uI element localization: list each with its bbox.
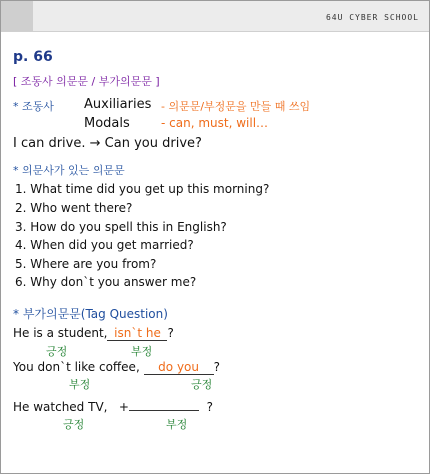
tag-example-3 xyxy=(13,400,213,414)
label-negative: 부정 xyxy=(131,345,153,358)
tag-sentence: You don`t like coffee, xyxy=(13,360,140,374)
wh-question-item: 4. When did you get married? xyxy=(15,238,194,252)
question-mark: ? xyxy=(167,326,174,340)
arrow-icon: → xyxy=(89,136,101,151)
tag-sentence: He watched TV, xyxy=(13,400,108,414)
page-number: p. 66 xyxy=(13,49,53,65)
tag-answer-blank xyxy=(129,410,199,411)
label-positive: 긍정 xyxy=(46,345,68,358)
question-mark: ? xyxy=(206,400,213,414)
example-line xyxy=(13,136,202,151)
tag-questions-heading: * 부가의문문(Tag Question) xyxy=(13,307,168,321)
plus-sign: + xyxy=(118,400,129,414)
tag-example-2 xyxy=(13,360,220,375)
auxiliaries-note: - 의문문/부정문을 만들 때 쓰임 xyxy=(161,100,311,113)
example-question: Can you drive? xyxy=(104,136,202,151)
wh-question-item: 2. Who went there? xyxy=(15,201,133,215)
tag-answer: do you xyxy=(144,360,214,375)
section-title: [ 조동사 의문문 / 부가의문문 ] xyxy=(13,75,160,88)
wh-question-item: 3. How do you spell this in English? xyxy=(15,220,227,234)
question-mark: ? xyxy=(213,360,220,374)
modals-term: Modals xyxy=(84,116,130,131)
label-positive: 긍정 xyxy=(191,378,213,391)
wh-question-item: 6. Why don`t you answer me? xyxy=(15,275,197,289)
wh-question-item: 1. What time did you get up this morning? xyxy=(15,182,270,196)
auxiliaries-bullet: * 조동사 xyxy=(13,100,54,113)
brand-label: 64U CYBER SCHOOL xyxy=(325,13,419,22)
label-negative: 부정 xyxy=(166,418,188,431)
header-bar xyxy=(1,1,429,32)
label-positive: 긍정 xyxy=(63,418,85,431)
example-statement: I can drive. xyxy=(13,136,86,151)
wh-questions-heading: * 의문사가 있는 의문문 xyxy=(13,164,125,177)
tag-sentence: He is a student, xyxy=(13,326,108,340)
tag-example-1 xyxy=(13,326,174,341)
header-corner-block xyxy=(1,1,33,31)
tag-answer: isn`t he xyxy=(107,326,167,341)
wh-question-item: 5. Where are you from? xyxy=(15,257,157,271)
modals-note: - can, must, will… xyxy=(161,116,269,130)
label-negative: 부정 xyxy=(69,378,91,391)
auxiliaries-term: Auxiliaries xyxy=(84,97,152,112)
